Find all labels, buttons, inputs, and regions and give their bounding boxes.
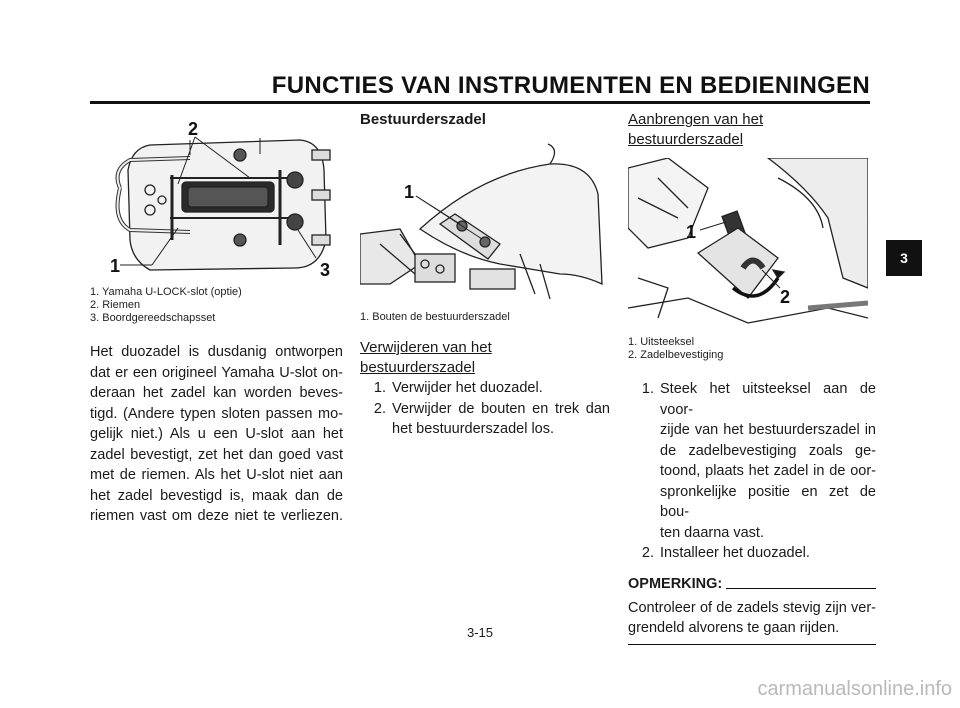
paragraph-line: met de riemen. Als het U-slot niet aan	[90, 467, 343, 483]
paragraph-line: het zadel bevestigd is, maak dan de	[90, 487, 343, 504]
page-header-title: FUNCTIES VAN INSTRUMENTEN EN BEDIENINGEN	[271, 72, 870, 99]
step-item	[360, 399, 610, 440]
step-text	[660, 379, 876, 543]
removal-steps	[360, 378, 610, 440]
figure-caption-2	[360, 311, 610, 324]
paragraph-line: dat er een origineel Yamaha U-slot on-	[90, 364, 343, 381]
seat-fitting-drawing	[628, 158, 868, 330]
paragraph-line: tigd. (Andere typen sloten passen mo-	[90, 405, 343, 422]
paragraph-line: Het duozadel is dusdanig ontworpen	[90, 344, 343, 360]
step-line: de zadelbevestiging zoals ge-	[660, 442, 876, 459]
page-number: 3-15	[466, 625, 494, 640]
step-item	[360, 378, 610, 399]
subheading-line: bestuurderszadel	[360, 359, 476, 376]
note-heading	[628, 576, 876, 592]
step-line: spronkelijke positie en zet de bou-	[660, 483, 876, 520]
caption-line: 3. Boordgereedschapsset	[90, 312, 216, 324]
callout-1: 1	[404, 182, 415, 202]
paragraph-line: deraan het zadel kan worden beves-	[90, 385, 343, 401]
seat-fitting-illustration	[628, 158, 868, 330]
step-line: zijde van het bestuurderszadel in	[660, 422, 876, 438]
step-line: Verwijder het duozadel.	[392, 380, 543, 396]
site-watermark: carmanualsonline.info	[757, 678, 952, 700]
installation-steps	[628, 379, 876, 564]
note-line: Controleer of de zadels stevig zijn ver-	[628, 599, 876, 616]
figure-caption-1	[90, 286, 343, 325]
chapter-tab: 3	[886, 240, 922, 276]
step-number: 1.	[641, 381, 654, 397]
step-item	[628, 379, 876, 543]
step-text	[392, 378, 610, 399]
step-line: Steek het uitsteeksel aan de voor-	[660, 381, 876, 418]
rider-seat-bolts-illustration	[360, 134, 610, 304]
installation-subheading	[628, 110, 876, 150]
step-line: toond, plaats het zadel in de oor-	[660, 463, 876, 479]
note-rule	[726, 588, 876, 589]
step-line: Verwijder de bouten en trek dan	[392, 400, 610, 417]
subheading-line: Verwijderen van het	[360, 339, 492, 356]
subheading-line: bestuurderszadel	[628, 131, 744, 148]
caption-line: 2. Zadelbevestiging	[628, 349, 724, 361]
note-label: OPMERKING:	[628, 575, 723, 592]
caption-line: 2. Riemen	[90, 299, 141, 311]
step-item	[628, 543, 876, 564]
callout-2: 2	[780, 287, 791, 307]
caption-line: 1. Uitsteeksel	[628, 336, 695, 348]
column-1	[90, 110, 343, 527]
figure-caption-3	[628, 336, 876, 362]
note-line: grendeld alvorens te gaan rijden.	[628, 620, 840, 636]
paragraph-line: riemen vast om deze niet te verliezen.	[90, 508, 343, 524]
step-number: 2.	[373, 400, 386, 417]
step-text	[392, 399, 610, 440]
callout-1: 1	[110, 256, 121, 276]
step-line: het bestuurderszadel los.	[392, 421, 555, 437]
column-2	[360, 110, 610, 440]
caption-line: 1. Yamaha U-LOCK-slot (optie)	[90, 286, 242, 298]
step-text	[660, 543, 876, 564]
removal-subheading	[360, 338, 610, 378]
paragraph-line: zadel bevestigt, zet het dan goed vast	[90, 446, 343, 463]
passenger-seat-underside-illustration	[90, 110, 343, 280]
callout-1: 1	[686, 222, 697, 242]
callout-2: 2	[188, 119, 199, 139]
step-line: Installeer het duozadel.	[660, 545, 810, 561]
step-number: 2.	[641, 545, 654, 561]
header-rule	[90, 101, 870, 104]
seat-underside-drawing	[90, 110, 343, 280]
step-line: ten daarna vast.	[660, 524, 764, 541]
callout-3: 3	[320, 260, 331, 280]
duozadel-paragraph	[90, 342, 343, 527]
section-title: Bestuurderszadel	[360, 111, 486, 128]
subheading-line: Aanbrengen van het	[628, 111, 764, 128]
step-number: 1.	[373, 380, 386, 396]
column-3	[628, 110, 876, 645]
caption-line: 1. Bouten de bestuurderszadel	[360, 311, 510, 323]
rider-seat-drawing	[360, 134, 610, 304]
paragraph-line: gelijk niet.) Als u een U-slot aan het	[90, 426, 343, 442]
